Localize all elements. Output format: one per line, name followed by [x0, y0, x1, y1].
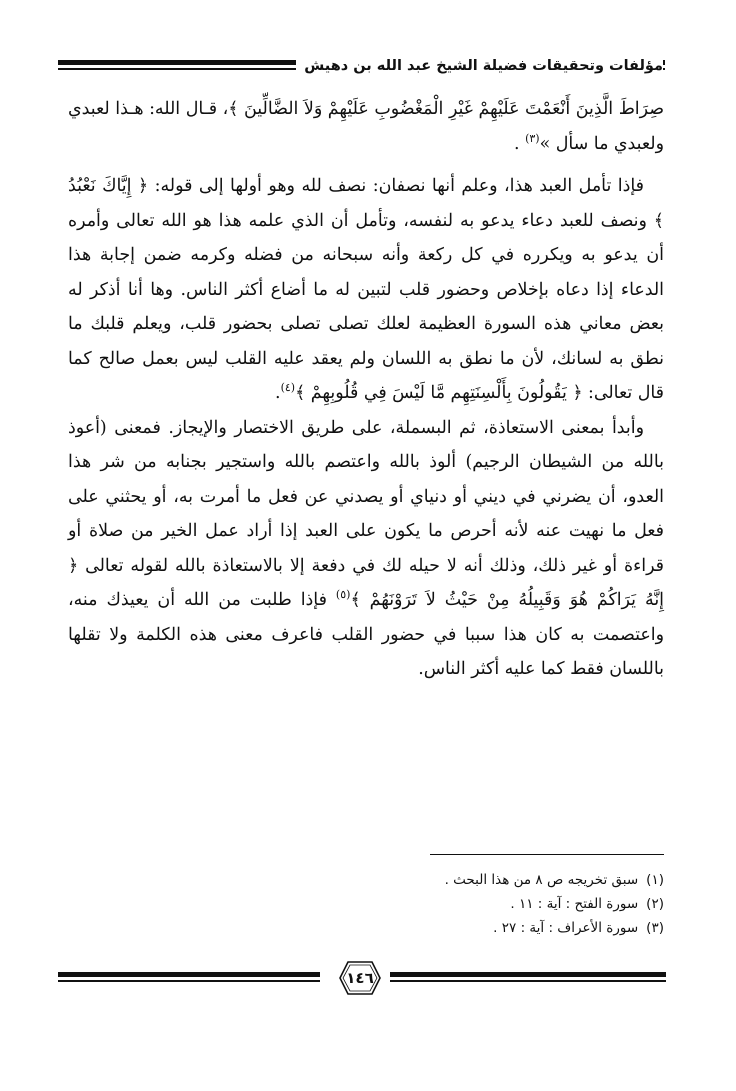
footnote-number: (٣): [646, 920, 664, 936]
footnote-item: [300, 916, 664, 940]
page-number: ١٤٦: [346, 969, 374, 987]
header-title: مؤلفات وتحقيقات فضيلة الشيخ عبد الله بن دهيش: [296, 54, 663, 78]
footnote-divider: [430, 854, 664, 855]
paragraph-3: [68, 411, 664, 687]
footer-rule-right: [390, 972, 666, 984]
footnote-text: سورة الفتح : آية : ١١ .: [510, 896, 639, 912]
paragraph-1-text: صِرَاطَ الَّذِينَ أَنْعَمْتَ عَلَيْهِمْ غَيْرِ الْمَغْضُوبِ عَلَيْهِمْ وَلاَ الضَّالِّينَ ﴾، قـال الله: هـذا لعبدي ولعبدي ما سأل »: [68, 99, 664, 154]
footnote-ref-5: (٥): [335, 588, 351, 602]
footnote-text: سورة الأعراف : آية : ٢٧ .: [493, 920, 639, 936]
footnote-number: (٢): [646, 896, 664, 912]
footnotes: [300, 868, 664, 940]
footnote-ref-3: (٣): [525, 131, 540, 145]
page-number-frame: [338, 960, 382, 996]
footnote-item: [300, 892, 664, 916]
paragraph-2-end: .: [275, 383, 281, 403]
paragraph-1: [68, 92, 664, 161]
footer-rule-left: [58, 972, 320, 984]
paragraph-1-end: .: [514, 133, 526, 154]
footnote-text: سبق تخريجه ص ٨ من هذا البحث .: [444, 872, 639, 888]
footnote-number: (١): [646, 872, 664, 888]
paragraph-2-text: فإذا تأمل العبد هذا، وعلم أنها نصفان: نصف لله وهو أولها إلى قوله: ﴿ إِيَّاكَ نَعْبُدُ ﴾ ونصف للعبد دعاء يدعو به لنفسه، وتأمل أن الذي علمه هذا هو الله تعالى وأمره أن يدعو به ويكرره في كل ركعة وأنه سبحانه من فضله وكرمه ضمن إجابة هذا الدعاء إذا دعاه بإخلاص وحضور قلب لتبين له ما أضاع أكثر الناس. وها أنا أذكر له بعض معاني هذه السورة العظيمة لعلك تصلى تصلى بحضور قلب، ويعلم قلبك ما نطق به لسانك، لأن ما نطق به اللسان ولم يعقد عليه القلب ليس بعمل صالح كما قال تعالى: ﴿ يَقُولُونَ بِأَلْسِنَتِهِم مَّا لَيْسَ فِي قُلُوبِهِمْ ﴾: [68, 176, 664, 403]
main-text: [68, 92, 664, 687]
paragraph-2: [68, 169, 664, 411]
footnote-ref-4: (٤): [280, 381, 296, 395]
paragraph-3-end: فإذا طلبت من الله أن يعيذك منه، واعتصمت به كان هذا سببا في حضور القلب فاعرف معنى هذه الكلمة ولا تقلها باللسان فقط كما عليه أكثر الناس.: [68, 590, 664, 679]
footnote-item: [300, 868, 664, 892]
paragraph-3-text: وأبدأ بمعنى الاستعاذة، ثم البسملة، على طريق الاختصار والإيجاز. فمعنى (أعوذ بالله من الشيطان الرجيم) ألوذ بالله واعتصم بالله واستجير بجنابه من شر هذا العدو، أن يضرني في ديني أو دنياي أو يصدني عن فعل ما أمرت به، أو يحثني على فعل ما نهيت عنه لأنه أحرص ما يكون على العبد إذا أراد عمل الخير من صلاة أو قراءة أو غير ذلك، وذلك أنه لا حيله لك في دفعة إلا بالاستعاذة بالله لقوله تعالى ﴿ إِنَّهُ يَرَاكُمْ هُوَ وَقَبِيلُهُ مِنْ حَيْثُ لاَ تَرَوْنَهُمْ ﴾: [68, 417, 664, 610]
running-header: [58, 54, 663, 78]
